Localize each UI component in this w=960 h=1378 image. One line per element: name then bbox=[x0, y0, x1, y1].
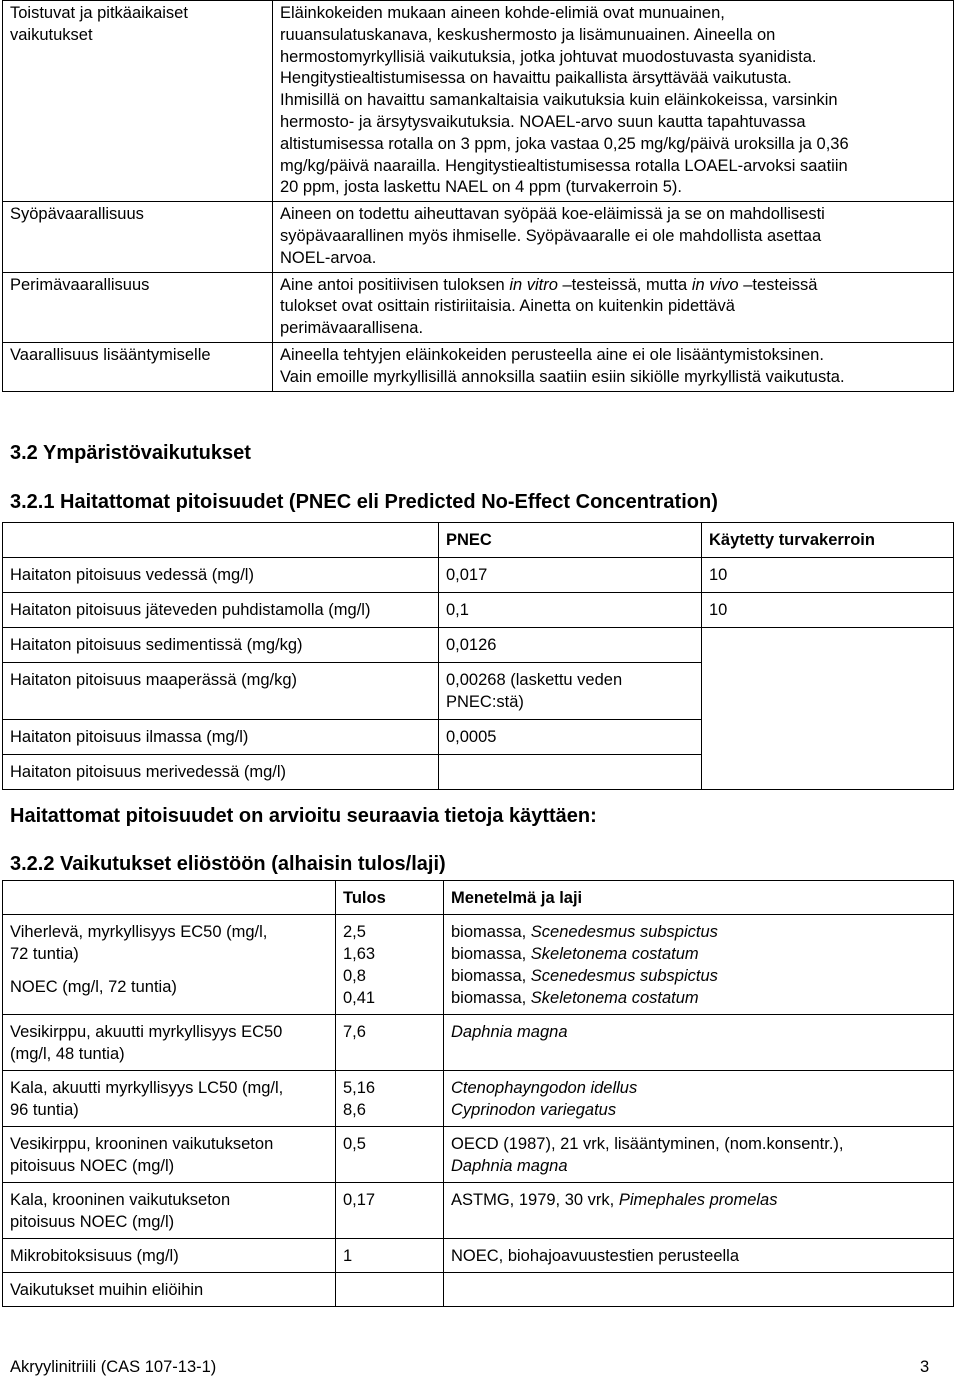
text-line: hermostomyrkyllisiä vaikutuksia, jotka johtuvat muodostuvasta syanidista. bbox=[280, 47, 817, 66]
table-cell bbox=[439, 755, 702, 790]
method-line bbox=[451, 965, 945, 987]
text-run: biomassa, bbox=[451, 989, 531, 1007]
text-run: –testeissä, mutta bbox=[557, 275, 692, 294]
table-cell: 0,0005 bbox=[439, 720, 702, 755]
row-content bbox=[273, 342, 954, 391]
table-cell bbox=[3, 1071, 336, 1127]
table-cell: Vaikutukset muihin eliöihin bbox=[3, 1273, 336, 1307]
species-name: Ctenophayngodon idellus bbox=[451, 1079, 638, 1097]
table-cell bbox=[702, 720, 954, 755]
text-run: biomassa, bbox=[451, 967, 531, 985]
header-cell: Menetelmä ja laji bbox=[444, 881, 954, 915]
text-line: perimävaarallisena. bbox=[280, 319, 424, 338]
table-cell bbox=[444, 1183, 954, 1239]
text-run: biomassa, bbox=[451, 923, 531, 941]
section-heading: 3.2 Ympäristövaikutukset bbox=[10, 442, 251, 464]
table-cell: 10 bbox=[702, 558, 954, 593]
header-cell bbox=[3, 523, 439, 558]
row-label bbox=[3, 1, 273, 202]
text-line: Vain emoille myrkyllisillä annoksilla saatiin esiin sikiölle myrkyllistä vaikutusta. bbox=[280, 367, 845, 386]
table-cell: Mikrobitoksisuus (mg/l) bbox=[3, 1239, 336, 1273]
method-line: OECD (1987), 21 vrk, lisääntyminen, (nom.konsentr.), bbox=[451, 1135, 844, 1153]
table-cell: 0,017 bbox=[439, 558, 702, 593]
table-row bbox=[3, 628, 954, 663]
species-name: Cyprinodon variegatus bbox=[451, 1101, 617, 1119]
result-values: 5,16 8,6 bbox=[343, 1079, 376, 1119]
text-line bbox=[280, 275, 945, 297]
table-cell bbox=[444, 1273, 954, 1307]
header-cell: PNEC bbox=[439, 523, 702, 558]
row-label: Perimävaarallisuus bbox=[3, 272, 273, 342]
table-cell bbox=[336, 1273, 444, 1307]
result-values: 2,5 1,63 0,8 0,41 bbox=[343, 923, 376, 1007]
row-content bbox=[273, 272, 954, 342]
text-line: syöpävaarallinen myös ihmiselle. Syöpävaaralle ei ole mahdollista asettaa bbox=[280, 226, 822, 245]
table-cell bbox=[444, 1127, 954, 1183]
row-label: Kala, akuutti myrkyllisyys LC50 (mg/l, 96 tuntia) bbox=[10, 1079, 284, 1119]
row-label: Vesikirppu, krooninen vaikutukseton pitoisuus NOEC (mg/l) bbox=[10, 1135, 274, 1175]
table-cell: Haitaton pitoisuus merivedessä (mg/l) bbox=[3, 755, 439, 790]
table-cell bbox=[3, 1015, 336, 1071]
row-label: Vaarallisuus lisääntymiselle bbox=[3, 342, 273, 391]
table-cell-text: 0,00268 (laskettu veden PNEC:stä) bbox=[446, 671, 623, 711]
table-row bbox=[3, 1, 954, 202]
table-row bbox=[3, 663, 954, 720]
header-cell: Käytetty turvakerroin bbox=[702, 523, 954, 558]
table-row bbox=[3, 1273, 954, 1307]
text-run: Aine antoi positiivisen tuloksen bbox=[280, 275, 510, 294]
text-line: tulokset ovat osittain ristiriitaisia. Ainetta on kuitenkin pidettävä bbox=[280, 297, 735, 316]
species-name: Scenedesmus subspictus bbox=[530, 967, 718, 985]
footer-title: Akryylinitriili (CAS 107-13-1) bbox=[10, 1358, 217, 1376]
table-row bbox=[3, 558, 954, 593]
text-run-italic: in vitro bbox=[509, 275, 558, 294]
table-cell bbox=[3, 915, 336, 1015]
table-cell: 0,1 bbox=[439, 593, 702, 628]
row-content bbox=[273, 1, 954, 202]
estimate-heading: Haitattomat pitoisuudet on arvioitu seuraavia tietoja käyttäen: bbox=[10, 805, 597, 827]
row-label: NOEC (mg/l, 72 tuntia) bbox=[10, 978, 177, 996]
table-cell bbox=[3, 1183, 336, 1239]
table-cell bbox=[439, 663, 702, 720]
table-cell bbox=[444, 1015, 954, 1071]
text-line: Aineen on todettu aiheuttavan syöpää koe-eläimissä ja se on mahdollisesti bbox=[280, 205, 825, 224]
table-cell bbox=[3, 1127, 336, 1183]
text-line: Eläinkokeiden mukaan aineen kohde-elimiä ovat munuainen, bbox=[280, 4, 725, 22]
row-label-text: Toistuvat ja pitkäaikaiset vaikutukset bbox=[10, 4, 188, 44]
table-cell bbox=[444, 915, 954, 1015]
table-header-row bbox=[3, 523, 954, 558]
row-label: Kala, krooninen vaikutukseton pitoisuus NOEC (mg/l) bbox=[10, 1191, 231, 1231]
table-row bbox=[3, 202, 954, 272]
table-cell: Haitaton pitoisuus maaperässä (mg/kg) bbox=[3, 663, 439, 720]
table-cell: Haitaton pitoisuus vedessä (mg/l) bbox=[3, 558, 439, 593]
species-name: Skeletonema costatum bbox=[530, 945, 699, 963]
table-row bbox=[3, 720, 954, 755]
table-row bbox=[3, 272, 954, 342]
table-cell bbox=[702, 628, 954, 663]
method-line bbox=[451, 943, 945, 965]
effects-table bbox=[2, 880, 954, 1307]
table-row bbox=[3, 593, 954, 628]
table-cell: Haitaton pitoisuus sedimentissä (mg/kg) bbox=[3, 628, 439, 663]
table-cell: 7,6 bbox=[336, 1015, 444, 1071]
text-line: mg/kg/päivä naarailla. Hengitystiealtistumisessa rotalla LOAEL-arvoksi saatiin bbox=[280, 156, 848, 175]
method-line bbox=[451, 921, 945, 943]
text-line: Hengitystiealtistumisessa on havaittu paikallista ärsyttävää vaikutusta. bbox=[280, 69, 792, 88]
text-run: biomassa, bbox=[451, 945, 531, 963]
table-cell: 0,17 bbox=[336, 1183, 444, 1239]
section-heading: 3.2.2 Vaikutukset eliöstöön (alhaisin tulos/laji) bbox=[10, 853, 446, 875]
table-cell: Haitaton pitoisuus jäteveden puhdistamolla (mg/l) bbox=[3, 593, 439, 628]
table-row bbox=[3, 1183, 954, 1239]
species-name: Pimephales promelas bbox=[618, 1191, 778, 1209]
table-cell bbox=[444, 1071, 954, 1127]
table-cell bbox=[702, 755, 954, 790]
table-row bbox=[3, 1127, 954, 1183]
text-line: altistumisessa rotalla on 3 ppm, joka vastaa 0,25 mg/kg/päivä uroksilla ja 0,36 bbox=[280, 134, 849, 153]
table-row bbox=[3, 342, 954, 391]
species-name: Daphnia magna bbox=[451, 1157, 568, 1175]
text-line: NOEL-arvoa. bbox=[280, 248, 377, 267]
text-line: ruuansulatuskanava, keskushermosto ja lisämunuainen. Aineella on bbox=[280, 25, 776, 44]
text-line: 20 ppm, josta laskettu NAEL on 4 ppm (turvakerroin 5). bbox=[280, 178, 682, 197]
table-cell bbox=[702, 663, 954, 720]
text-line: Aineella tehtyjen eläinkokeiden perusteella aine ei ole lisääntymistoksinen. bbox=[280, 345, 824, 364]
text-run: –testeissä bbox=[738, 275, 818, 294]
species-name: Daphnia magna bbox=[451, 1023, 568, 1041]
table-row bbox=[3, 1015, 954, 1071]
species-name: Skeletonema costatum bbox=[530, 989, 699, 1007]
row-content bbox=[273, 202, 954, 272]
table-row bbox=[3, 755, 954, 790]
text-line: hermosto- ja ärsytysvaikutuksia. NOAEL-arvo suun kautta tapahtuvassa bbox=[280, 112, 806, 131]
table-cell bbox=[336, 915, 444, 1015]
text-line: Ihmisillä on havaittu samankaltaisia vaikutuksia kuin eläinkokeissa, varsinkin bbox=[280, 91, 838, 110]
row-label: Viherlevä, myrkyllisyys EC50 (mg/l, 72 tuntia) bbox=[10, 923, 268, 963]
table-row bbox=[3, 1071, 954, 1127]
row-label: Syöpävaarallisuus bbox=[3, 202, 273, 272]
table-row bbox=[3, 1239, 954, 1273]
table-row bbox=[3, 915, 954, 1015]
table-cell: 1 bbox=[336, 1239, 444, 1273]
method-line: ASTMG, 1979, 30 vrk, bbox=[451, 1191, 619, 1209]
table-cell: 0,5 bbox=[336, 1127, 444, 1183]
row-label: Vesikirppu, akuutti myrkyllisyys EC50 (mg/l, 48 tuntia) bbox=[10, 1023, 283, 1063]
species-name: Scenedesmus subspictus bbox=[530, 923, 718, 941]
table-cell: Haitaton pitoisuus ilmassa (mg/l) bbox=[3, 720, 439, 755]
header-cell: Tulos bbox=[336, 881, 444, 915]
toxicity-table bbox=[2, 0, 954, 392]
method-line bbox=[451, 987, 945, 1009]
table-cell: 0,0126 bbox=[439, 628, 702, 663]
header-cell bbox=[3, 881, 336, 915]
pnec-table bbox=[2, 522, 954, 790]
table-cell: 10 bbox=[702, 593, 954, 628]
text-run-italic: in vivo bbox=[691, 275, 739, 294]
table-header-row bbox=[3, 881, 954, 915]
page-number: 3 bbox=[920, 1358, 930, 1376]
table-cell bbox=[336, 1071, 444, 1127]
section-heading: 3.2.1 Haitattomat pitoisuudet (PNEC eli Predicted No-Effect Concentration) bbox=[10, 491, 718, 513]
table-cell: NOEC, biohajoavuustestien perusteella bbox=[444, 1239, 954, 1273]
